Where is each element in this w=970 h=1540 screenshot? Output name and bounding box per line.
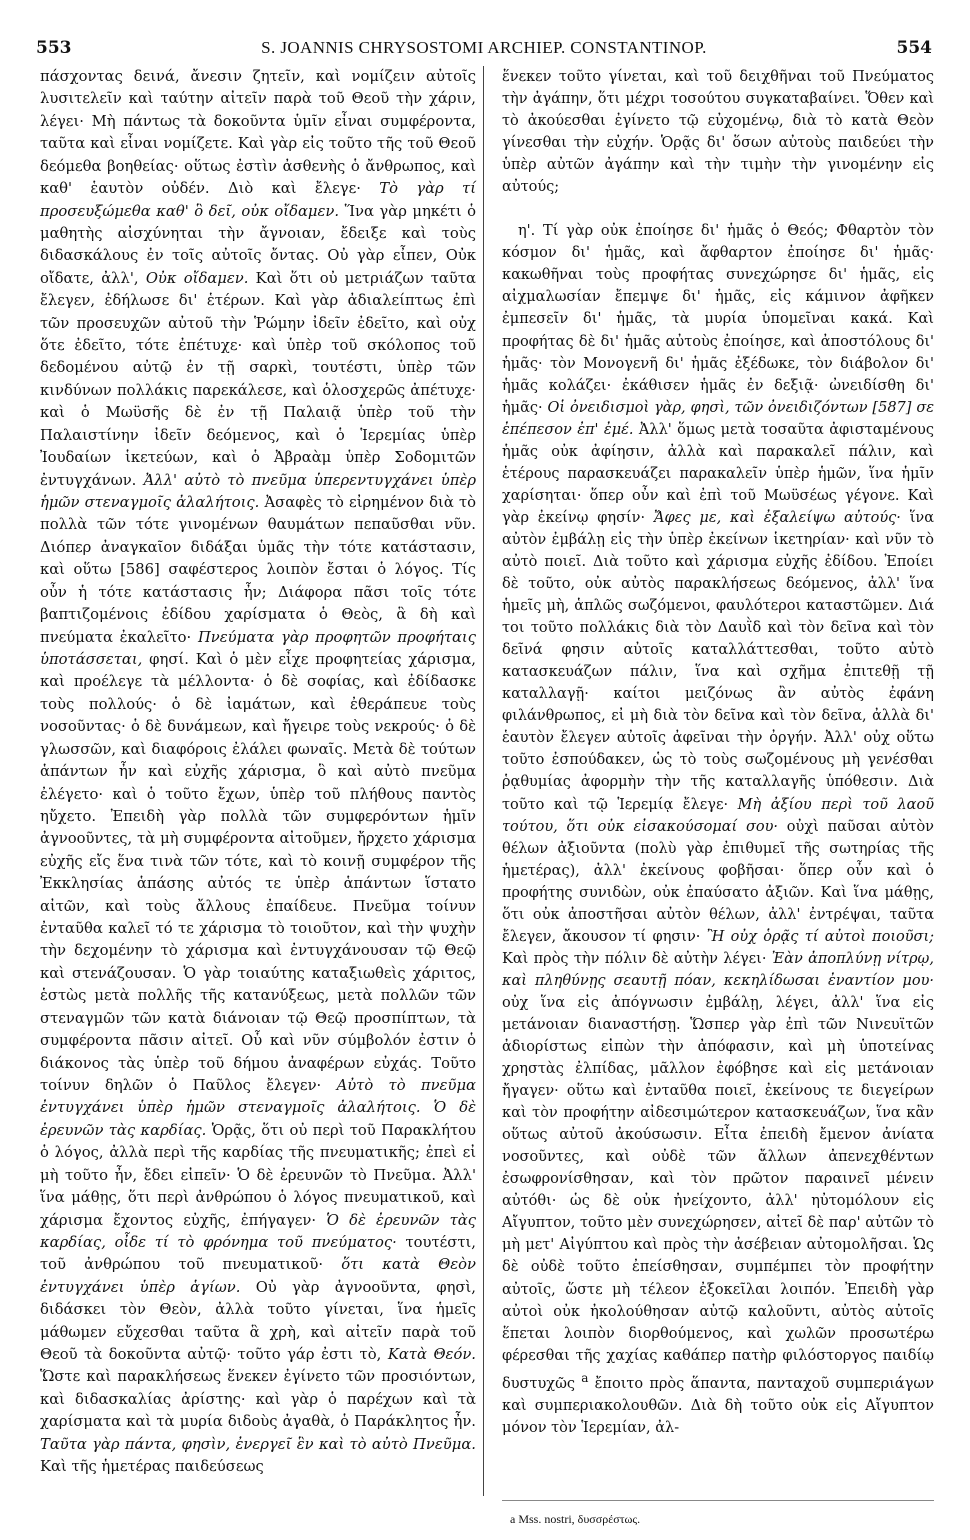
- text-run: Καὶ ὅτι οὐ μετριάζων ταῦτα ἔλεγεν, ἐδήλωσε δι' ἑτέρων. Καὶ γὰρ ἀδιαλείπτως ἐπὶ τῶν προσευχῶν αὐτοῦ τὴν Ῥώμην ἰδεῖν ἐδεῖτο, καὶ οὐχ ὅτε ἐδεῖτο, τότε ἐπέτυχε· καὶ ὑπὲρ τοῦ σκόλοπος τοῦ δεδομένου αὐτῷ ἐν τῇ σαρκὶ, τουτέστι, ὑπὲρ τῶν κινδύνων πολλάκις παρεκάλεσε, καὶ ὁλοσχερῶς ἀπέτυχε· καὶ ὁ Μωϋσῆς δὲ ἐν τῇ Παλαιᾷ ὑπὲρ τοῦ τὴν Παλαιστίνην ἰδεῖν δεόμενος, καὶ ὁ Ἱερεμίας ὑπὲρ Ἰουδαίων ἱκετεύων, καὶ ὁ Ἀβραὰμ ὑπὲρ Σοδομιτῶν ἐντυγχάνων.: [40, 269, 476, 489]
- scripture-quote: Ἐὰν ἀποπλύνῃ νίτρῳ, καὶ πληθύνῃς σεαυτῇ πόαν, κεκηλίδωσαι ἐναντίον μου·: [502, 950, 934, 989]
- left-paragraph: [40, 66, 476, 1479]
- text-run: Ὁρᾷς, ὅτι οὐ περὶ τοῦ Παρακλήτου ὁ λόγος, ἀλλὰ περὶ τῆς καρδίας τῆς πνευματικῆς; ἐπεὶ εἰ μὴ τοῦτο ἦν, ἔδει εἰπεῖν· Ὁ δὲ ἐρευνῶν τὸ Πνεῦμα. Ἀλλ' ἵνα μάθῃς, ὅτι περὶ ἀνθρώπου ὁ λόγος πνευματικοῦ, καὶ χάρισμα ἔχοντος εὐχῆς, ἐπήγαγεν·: [40, 1121, 476, 1229]
- page-number-left: 553: [36, 38, 72, 58]
- scripture-quote: Αὐτὸ τὸ πνεῦμα ἐντυγχάνει ὑπὲρ ἡμῶν στεναγμοῖς ἀλαλήτοις. Ὁ δὲ ἐρευνῶν τὰς καρδίας.: [40, 1076, 476, 1139]
- scripture-quote: Ἄφες με, καὶ ἐξαλείψω αὐτούς·: [653, 509, 901, 526]
- scripture-quote: Οὐκ οἴδαμεν.: [145, 269, 249, 287]
- column-divider: [483, 66, 484, 1496]
- scripture-quote: Οἱ ὀνειδισμοὶ γὰρ, φησὶ, τῶν ὀνειδιζόντων [587] σε ἐπέπεσον ἐπ' ἐμέ.: [502, 399, 934, 438]
- right-column: [502, 66, 934, 1439]
- text-run: η'. Τί γὰρ οὐκ ἐποίησε δι' ἡμᾶς ὁ Θεός; Φθαρτὸν τὸν κόσμον δι' ἡμᾶς, καὶ ἄφθαρτον ἐποίησε δι' ἡμᾶς· κακωθῆναι τοὺς προφήτας συνεχώρησε δι' ἡμᾶς, εἰς αἰχμαλωσίαν ἔπεμψε δι' ἡμᾶς, εἰς κάμινον ἀφῆκεν ἐμπεσεῖν δι' ἡμᾶς, τὰ μυρία ὑπομεῖναι κακά. Καὶ προφήτας δὲ δι' ἡμᾶς αὐτοὺς ἐποίησε, καὶ ἀποστόλους δι' ἡμᾶς· τὸν Μονογενῆ δι' ἡμᾶς ἐξέδωκε, τὸν διάβολον δι' ἡμᾶς κολάζει· ἐκάθισεν ἡμᾶς ἐν δεξιᾷ· ὠνειδίσθη δι' ἡμᾶς·: [502, 223, 934, 416]
- scripture-quote: Πνεύματα γὰρ προφητῶν προφήταις ὑποτάσσεται,: [40, 628, 476, 668]
- footnote-rule: [502, 1500, 934, 1501]
- section-gap: [502, 198, 934, 220]
- scripture-quote: Τὸ γὰρ τί προσευξώμεθα καθ' ὃ δεῖ, οὐκ οἴδαμεν.: [40, 180, 476, 220]
- text-run: Ὥστε καὶ παρακλήσεως ἕνεκεν ἐγίνετο τῶν προσιόντων, καὶ διδασκαλίας ἀρίστης· καὶ γὰρ ὁ παρέχων καὶ τὰ χαρίσματα καὶ τὰ μυρία διδοὺς ἀγαθὰ, ὁ Παράκλητος ἦν.: [40, 1368, 476, 1431]
- text-run: ἔποιτο πρὸς ἅπαντα, πανταχοῦ συμπεριάγων καὶ συμπεριακολουθῶν. Διὰ δὴ τοῦτο οὐκ εἰς Αἴγυπτον μόνον τὸν Ἱερεμίαν, ἀλ-: [502, 1375, 935, 1436]
- footnote-marker: a: [581, 1370, 589, 1385]
- text-run: οὐχ ἵνα εἰς ἀπόγνωσιν ἐμβάλῃ, λέγει, ἀλλ' ἵνα εἰς μετάνοιαν διαναστήσῃ. Ὥσπερ γὰρ ἐπὶ τῶν Νινευϊτῶν ἀδιορίστως εἰπὼν τὴν ἀπόφασιν, καὶ μὴ ὑποτείνας χρηστὰς ἐλπίδας, μᾶλλον ἐφόβησε καὶ εἰς μετάνοιαν ἤγαγεν· οὕτω καὶ ἐνταῦθα ποιεῖ, ἐκείνους τε διεγείρων καὶ τὸν προφήτην αἰδεσιμώτερον κατασκευάζων, ἵνα κἂν οὕτως αὐτοῦ ἀκούσωσιν. Εἶτα ἐπειδὴ ἔμενον ἀνίατα νοσοῦντες, καὶ οὐδὲ τῶν ἄλλων ἀπενεχθέντων ἐσωφρονίσθησαν, καὶ τὸν πρῶτον παραινεῖ μένειν αὐτόθι· ὡς δὲ οὐκ ἠνείχοντο, ἀλλ' ηὐτομόλουν εἰς Αἴγυπτον, τοῦτο μὲν συνεχώρησεν, αἰτεῖ δὲ παρ' αὐτῶν τὸ μὴ μετ' Αἰγύπτου καὶ πρὸς τὴν ἀσέβειαν αὐτομολῆσαι. Ὡς δὲ οὐδὲ τοῦτο ἐπείσθησαν, συμπέμπει τὸν προφήτην αὐτοῖς, ὥστε μὴ τέλεον ἐξοκεῖλαι λοιπόν. Ἐπειδὴ γὰρ αὐτοὶ οὐκ ἠκολούθησαν αὐτῷ καλοῦντι, αὐτὸς αὐτοῖς ἕπεται λοιπὸν διορθούμενος, καὶ χωλῶν προσωτέρω φέρεσθαι τῆς χαχίας καθάπερ πατὴρ φιλόστοργος παιδίῳ δυστυχῶς: [502, 994, 934, 1392]
- text-run: Ἀσαφὲς τὸ εἰρημένον διὰ τὸ πολλὰ τῶν τότε γινομένων θαυμάτων πεπαῦσθαι νῦν. Διόπερ ἀναγκαῖον διδάξαι ὑμᾶς τὴν τότε κατάστασιν, καὶ οὕτω [586] σαφέστερος λοιπὸν ἔσται ὁ λόγος. Τίς οὖν ἡ τότε κατάστασις ἦν; Διάφορα πᾶσι τοῖς τότε βαπτιζομένοις ἐδίδου χαρίσματα ὁ Θεὸς, ἃ δὴ καὶ πνεύματα ἐκαλεῖτο·: [40, 494, 476, 646]
- text-run: πάσχοντας δεινά, ἄνεσιν ζητεῖν, καὶ νομίζειν αὐτοῖς λυσιτελεῖν καὶ ταύτην αἰτεῖν παρὰ τοῦ Θεοῦ τὴν χάριν, λέγει· Μὴ πάντως τὰ δοκοῦντα ὑμῖν εἶναι συμφέροντα, ταῦτα καὶ εἶναι νομίζετε. Καὶ γὰρ εἰς τοῦτο τῆς τοῦ Θεοῦ δεόμεθα βοηθείας· οὕτως ἐστὶν ἀσθενὴς ὁ ἄνθρωπος, καὶ καθ' ἑαυτὸν οὐδέν. Διὸ καὶ ἔλεγε·: [40, 68, 476, 198]
- scripture-quote: Ἀλλ' αὐτὸ τὸ πνεῦμα ὑπερεντυγχάνει ὑπὲρ ἡμῶν στεναγμοῖς ἀλαλήτοις.: [40, 471, 476, 512]
- text-run: ἵνα αὐτὸν ἐμβάλῃ εἰς τὴν ὑπὲρ ἐκείνων ἱκετηρίαν· καὶ νῦν τὸ αὐτὸ ποιεῖ. Διὰ τοῦτο καὶ χάρισμα εὐχῆς ἐδίδου. Ἐποίει δὲ τοῦτο, οὐκ αὐτὸς παρακλήσεως δεόμενος, ἀλλ' ἵνα ἡμεῖς μὴ, ἁπλῶς σωζόμενοι, φαυλότεροι καταστῶμεν. Διά τοι τοῦτο πολλάκις διὰ τὸν Δαυῒδ καὶ τὸν δεῖνα καὶ τὸν δεῖνά φησιν αὐτοῖς καταλλάττεσθαι, τοῦτο αὐτὸ κατασκευάζων πάλιν, ἵνα καὶ σχῆμα ἐπιτεθῇ τῇ καταλλαγῇ· καίτοι μειζόνως ἂν αὐτὸς ἐφάνη φιλάνθρωπος, εἰ μὴ διὰ τὸν δεῖνα καὶ τὸν δεῖνα, ἀλλὰ δι' ἑαυτὸν ἔλεγεν αὐτοῖς ἀφεῖναι τὴν ὀργήν. Ἀλλ' οὐχ οὕτω τοῦτο ἐσπούδακεν, ὡς τὸ τοὺς σωζομένους μὴ γενέσθαι ῥᾳθυμίας ἀφορμὴν τὴν τῆς καταλλαγῆς ὑπόθεσιν. Διὰ τοῦτο καὶ τῷ Ἱερεμίᾳ ἔλεγε·: [502, 509, 934, 813]
- page-number-right: 554: [896, 38, 932, 58]
- text-run: φησί. Καὶ ὁ μὲν εἶχε προφητείας χάρισμα, καὶ προέλεγε τὰ μέλλοντα· ὁ δὲ σοφίας, καὶ ἐδίδασκε τοὺς πολλούς· ὁ δὲ ἰαμάτων, καὶ ἐθεράπευε τοὺς νοσοῦντας· ὁ δὲ δυνάμεων, καὶ ἤγειρε τοὺς νεκρούς· ὁ δὲ γλωσσῶν, καὶ διαφόροις ἐλάλει φωναῖς. Μετὰ δὲ τούτων ἁπάντων ἦν καὶ εὐχῆς χάρισμα, ὃ καὶ αὐτὸ πνεῦμα ἐλέγετο· καὶ ὁ τοῦτο ἔχων, ὑπὲρ τοῦ πλήθους παντὸς ηὔχετο. Ἐπειδὴ γὰρ πολλὰ τῶν συμφερόντων ἡμῖν ἀγνοοῦντες, τὰ μὴ συμφέροντα αἰτοῦμεν, ἤρχετο χάρισμα εὐχῆς εἴς ἕνα τινὰ τῶν τότε, καὶ τὸ κοινῇ συμφέρον τῆς Ἐκκλησίας ἁπάσης αὐτός τε ὑπὲρ ἁπάντων ἵστατο αἰτῶν, καὶ τοὺς ἄλλους ἐπαίδευε. Πνεῦμα τοίνυν ἐνταῦθα καλεῖ τό τε χάρισμα τὸ τοιοῦτον, καὶ τὴν ψυχὴν τὴν δεχομένην τὸ χάρισμα καὶ ἐντυγχάνουσαν τῷ Θεῷ καὶ στενάζουσαν. Ὁ γὰρ τοιαύτης καταξιωθεὶς χάριτος, ἑστὼς μετὰ πολλῆς τῆς κατανύξεως, μετὰ πολλῶν τῶν στεναγμῶν τῶν κατὰ διάνοιαν τῷ Θεῷ προσπίπτων, τὰ συμφέροντα πᾶσιν αἰτεῖ. Οὗ καὶ νῦν σύμβολόν ἐστιν ὁ διάκονος τὰς ὑπὲρ τοῦ δήμου ἀναφέρων εὐχάς. Τοῦτο τοίνυν δηλῶν ὁ Παῦλος ἔλεγεν·: [40, 650, 476, 1094]
- text-run: Ἀλλ' ὅμως μετὰ τοσαῦτα ἀφισταμένους ἡμᾶς οὐκ ἀφίησιν, ἀλλὰ καὶ παρακαλεῖ πάλιν, καὶ ἑτέρους παρασκευάζει παρακαλεῖν ὑπὲρ ἡμῶν, ἵνα ἡμῖν χαρίσηται· ὅπερ οὖν καὶ ἐπὶ τοῦ Μωϋσέως γέγονε. Καὶ γὰρ ἐκείνῳ φησίν·: [502, 421, 934, 526]
- text-run: Οὐ γὰρ ἀγνοοῦντα, φησὶ, διδάσκει τὸν Θεὸν, ἀλλὰ τοῦτο γίνεται, ἵνα ἡμεῖς μάθωμεν εὔχεσθαι ταῦτα ἃ χρὴ, καὶ αἰτεῖν παρὰ τοῦ Θεοῦ τὰ δοκοῦντα αὐτῷ· τοῦτο γάρ ἐστι τὸ,: [40, 1278, 476, 1364]
- scripture-quote: Ὁ δὲ ἐρευνῶν τὰς καρδίας, οἶδε τί τὸ φρόνημα τοῦ πνεύματος·: [40, 1211, 476, 1251]
- footnote: a Mss. nostri, δυσσρέστως.: [510, 1512, 641, 1526]
- running-title: S. JOANNIS CHRYSOSTOMI ARCHIEP. CONSTANTINOP.: [261, 38, 707, 57]
- text-run: τουτέστι, τοῦ ἀνθρώπου τοῦ πνευματικοῦ·: [40, 1233, 476, 1274]
- scripture-quote: Ταῦτα γὰρ πάντα, φησὶν, ἐνεργεῖ ἓν καὶ τὸ αὐτὸ Πνεῦμα.: [40, 1435, 476, 1453]
- section-paragraph: [502, 220, 934, 1438]
- scripture-quote: Μὴ ἀξίου περὶ τοῦ λαοῦ τούτου, ὅτι οὐκ εἰσακούσομαί σου·: [502, 796, 935, 835]
- text-run: Καὶ πρὸς τὴν πόλιν δὲ αὐτὴν λέγει·: [502, 950, 767, 967]
- scripture-quote: Ἢ οὐχ ὁρᾷς τί αὐτοὶ ποιοῦσι;: [706, 928, 935, 945]
- text-run: Καὶ τῆς ἡμετέρας παιδεύσεως: [40, 1458, 264, 1476]
- running-header: [36, 38, 932, 64]
- right-paragraph: ἕνεκεν τοῦτο γίνεται, καὶ τοῦ δειχθῆναι τοῦ Πνεύματος τὴν ἀγάπην, ὅτι μέχρι τοσούτου συγκαταβαίνει. Ὅθεν καὶ τὸ ἀκούεσθαι ἐγίνετο τῷ εὐχομένῳ, διὰ τὸ κατὰ Θεὸν γίνεσθαι τὴν εὐχήν. Ὁρᾷς δι' ὅσων αὐτοὺς παιδεύει τὴν ὑπὲρ αὐτῶν ἀγάπην καὶ τὴν τιμὴν τὴν γινομένην εἰς αὐτούς;: [502, 69, 934, 196]
- scripture-quote: ὅτι κατὰ Θεὸν ἐντυγχάνει ὑπὲρ ἁγίων.: [40, 1256, 476, 1296]
- scripture-quote: Κατὰ Θεόν.: [387, 1346, 476, 1364]
- left-column: [40, 66, 476, 1479]
- text-run: Ἵνα γὰρ μηκέτι ὁ μαθητὴς αἰσχύνηται τὴν ἄγνοιαν, ἔδειξε καὶ τοὺς διδασκάλους ἐν τοῖς αὐτοῖς ὄντας. Οὐ γὰρ εἶπεν, Οὐκ οἴδατε, ἀλλ',: [40, 202, 476, 287]
- text-run: οὐχὶ παῦσαι αὐτὸν θέλων ἀξιοῦντα (πολὺ γὰρ ἐπιθυμεῖ τῆς σωτηρίας τῆς ἡμετέρας), ἀλλ' ἐκείνους φοβῆσαι· ὅπερ οὖν καὶ ὁ προφήτης συνιδὼν, οὐκ ἐπαύσατο ἀξιῶν. Καὶ ἵνα μάθῃς, ὅτι οὐκ ἀποστῆσαι αὐτὸν θέλων, ἀλλ' ἐντρέψαι, ταῦτα ἔλεγεν, ἄκουσον τί φησιν·: [502, 818, 935, 945]
